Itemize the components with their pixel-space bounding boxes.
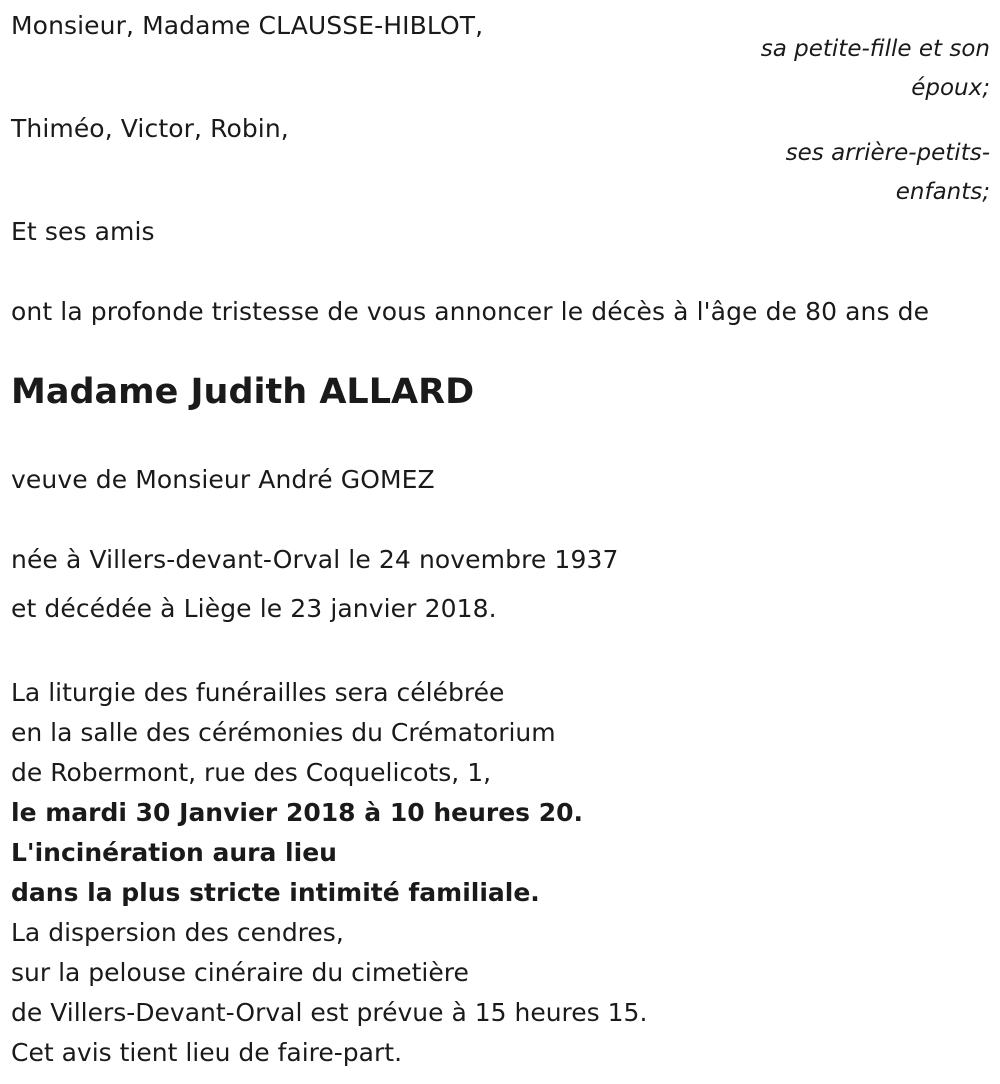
- ceremony-line: sur la pelouse cinéraire du cimetière: [11, 958, 469, 987]
- widow-of-text: veuve de Monsieur André GOMEZ: [11, 465, 435, 494]
- family-member-name: Thiméo, Victor, Robin,: [11, 114, 289, 143]
- family-relation-line: ses arrière-petits-: [785, 140, 990, 166]
- ceremony-line: La liturgie des funérailles sera célébrée: [11, 678, 505, 707]
- ceremony-line: dans la plus stricte intimité familiale.: [11, 878, 540, 907]
- ceremony-line: La dispersion des cendres,: [11, 918, 344, 947]
- family-relation-line: époux;: [911, 75, 990, 101]
- family-relation: [786, 134, 990, 212]
- family-relation-line: enfants;: [895, 179, 990, 205]
- ceremony-line: L'incinération aura lieu: [11, 838, 337, 867]
- ceremony-line: en la salle des cérémonies du Crématorium: [11, 718, 556, 747]
- family-relation: [761, 30, 990, 108]
- family-member-name: Monsieur, Madame CLAUSSE-HIBLOT,: [11, 11, 484, 40]
- death-text: et décédée à Liège le 23 janvier 2018.: [11, 594, 497, 623]
- family-member-name: Et ses amis: [11, 217, 155, 246]
- ceremony-details: [11, 673, 647, 1073]
- ceremony-line: le mardi 30 Janvier 2018 à 10 heures 20.: [11, 798, 584, 827]
- ceremony-line: de Villers-Devant-Orval est prévue à 15 heures 15.: [11, 998, 648, 1027]
- deceased-name: Madame Judith ALLARD: [11, 372, 475, 412]
- family-relation-line: sa petite-fille et son: [760, 36, 990, 62]
- ceremony-line: Cet avis tient lieu de faire-part.: [11, 1038, 403, 1067]
- birth-text: née à Villers-devant-Orval le 24 novembre 1937: [11, 545, 619, 574]
- ceremony-line: de Robermont, rue des Coquelicots, 1,: [11, 758, 492, 787]
- announcement-text: ont la profonde tristesse de vous annoncer le décès à l'âge de 80 ans de: [11, 297, 930, 326]
